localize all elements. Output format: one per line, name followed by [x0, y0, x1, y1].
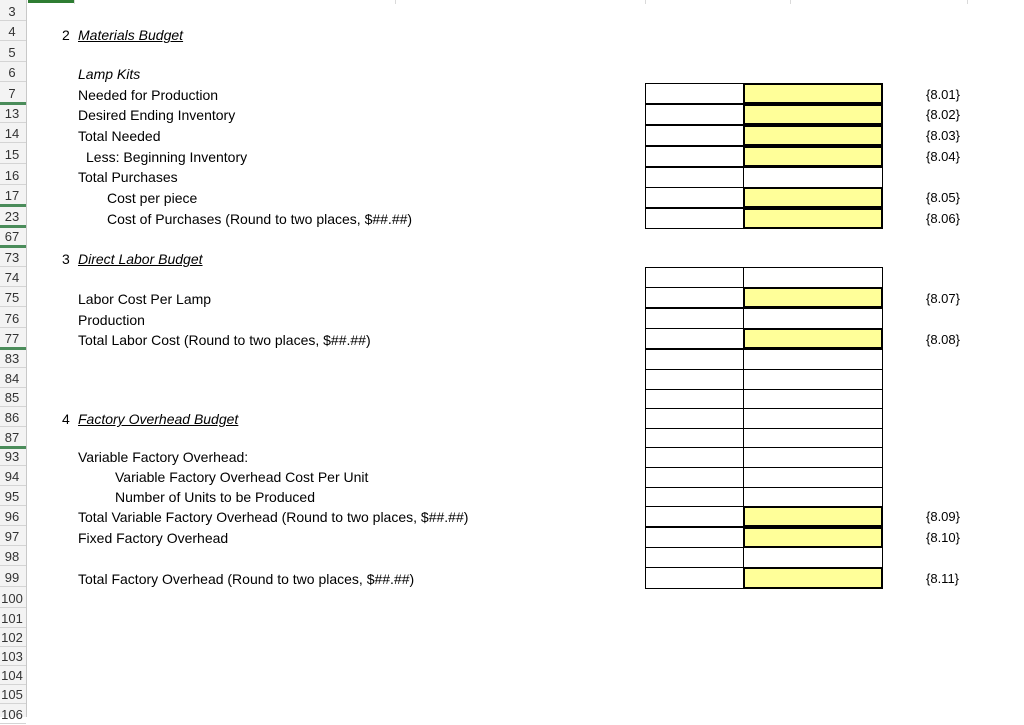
row-divider: [0, 40, 26, 41]
input-cost-per-piece[interactable]: [743, 187, 883, 208]
cell-total-labor-cost-a[interactable]: [645, 328, 744, 349]
row-number[interactable]: 15: [4, 147, 20, 162]
row-divider: [0, 142, 26, 143]
cell-production-a[interactable]: [645, 308, 744, 329]
ref-8-09: {8.09}: [926, 509, 960, 524]
row-divider: [0, 327, 26, 328]
row-number[interactable]: 4: [8, 24, 16, 39]
cell-beginning-inventory-a[interactable]: [645, 146, 744, 167]
cell-blank-b[interactable]: [743, 369, 883, 390]
row-number[interactable]: 73: [4, 250, 20, 265]
row-divider: [0, 61, 26, 62]
label-cost-per-piece: Cost per piece: [107, 190, 198, 206]
input-total-labor-cost[interactable]: [743, 328, 883, 349]
cell-total-variable-overhead-a[interactable]: [645, 506, 744, 527]
row-divider: [0, 586, 26, 587]
cell-variable-overhead-a[interactable]: [645, 447, 744, 468]
cell-units-produced-b[interactable]: [743, 487, 883, 508]
cell-labor-header-a[interactable]: [645, 267, 744, 288]
cell-blank-b[interactable]: [743, 408, 883, 429]
cell-labor-header-b[interactable]: [743, 267, 883, 288]
cell-blank-b[interactable]: [743, 349, 883, 370]
cell-total-purchases-a[interactable]: [645, 167, 744, 188]
row-number[interactable]: 76: [4, 311, 20, 326]
ref-8-03: {8.03}: [926, 128, 960, 143]
cell-blank-a[interactable]: [645, 389, 744, 410]
ref-8-07: {8.07}: [926, 291, 960, 306]
row-divider: [0, 81, 26, 82]
row-divider: [0, 163, 26, 164]
section-number: 3: [62, 251, 70, 267]
cell-fixed-overhead-a[interactable]: [645, 527, 744, 548]
row-divider: [0, 184, 26, 185]
row-divider: [0, 266, 26, 267]
label-total-factory-overhead: Total Factory Overhead (Round to two places, $##.##): [78, 571, 415, 587]
row-number[interactable]: 84: [4, 371, 20, 386]
label-less-beginning-inventory: Less: Beginning Inventory: [86, 149, 248, 165]
row-number[interactable]: 95: [4, 489, 20, 504]
row-number[interactable]: 101: [1, 611, 23, 626]
row-number[interactable]: 5: [8, 45, 16, 60]
row-divider: [0, 703, 26, 704]
row-number[interactable]: 93: [4, 449, 20, 464]
cell-needed-for-production-a[interactable]: [645, 83, 744, 104]
section-title-materials-budget: Materials Budget: [78, 27, 184, 43]
cell-blank-b[interactable]: [743, 389, 883, 410]
column-gridline: [74, 0, 75, 4]
label-total-purchases: Total Purchases: [78, 169, 178, 185]
ref-8-02: {8.02}: [926, 107, 960, 122]
ref-8-06: {8.06}: [926, 211, 960, 226]
row-number[interactable]: 102: [1, 630, 23, 645]
input-fixed-factory-overhead[interactable]: [743, 527, 883, 548]
ref-8-05: {8.05}: [926, 190, 960, 205]
cell-total-needed-a[interactable]: [645, 125, 744, 146]
row-number[interactable]: 98: [4, 549, 20, 564]
label-total-labor-cost: Total Labor Cost (Round to two places, $##.##): [78, 332, 371, 348]
row-divider: [0, 545, 26, 546]
label-variable-factory-overhead: Variable Factory Overhead:: [78, 449, 249, 465]
row-divider: [0, 306, 26, 307]
label-needed-for-production: Needed for Production: [78, 87, 219, 103]
label-cost-of-purchases: Cost of Purchases (Round to two places, $##.##): [107, 211, 413, 227]
row-number[interactable]: 105: [1, 687, 23, 702]
column-gridline: [395, 0, 396, 4]
row-divider: [0, 525, 26, 526]
input-needed-for-production[interactable]: [743, 83, 883, 104]
row-number[interactable]: 3: [8, 4, 16, 19]
row-number[interactable]: 83: [4, 351, 20, 366]
input-total-needed[interactable]: [743, 125, 883, 146]
row-number[interactable]: 94: [4, 469, 20, 484]
row-number[interactable]: 96: [4, 509, 20, 524]
cell-blank-a[interactable]: [645, 408, 744, 429]
label-number-of-units: Number of Units to be Produced: [115, 489, 315, 505]
ref-8-04: {8.04}: [926, 149, 960, 164]
subheading-lamp-kits: Lamp Kits: [78, 66, 141, 82]
row-number[interactable]: 6: [8, 65, 16, 80]
cell-units-produced-a[interactable]: [645, 487, 744, 508]
column-gridline: [645, 0, 646, 4]
row-divider: [0, 122, 26, 123]
ref-8-08: {8.08}: [926, 332, 960, 347]
row-number[interactable]: 74: [4, 270, 20, 285]
label-labor-cost-per-lamp: Labor Cost Per Lamp: [78, 291, 212, 307]
row-number[interactable]: 23: [4, 209, 20, 224]
section-title-direct-labor-budget: Direct Labor Budget: [78, 251, 203, 267]
row-number[interactable]: 97: [4, 529, 20, 544]
row-number[interactable]: 104: [1, 668, 23, 683]
row-divider: [0, 367, 26, 368]
row-number[interactable]: 99: [4, 570, 20, 585]
column-gridline: [790, 0, 791, 4]
input-desired-ending-inventory[interactable]: [743, 104, 883, 125]
input-beginning-inventory[interactable]: [743, 146, 883, 167]
input-cost-of-purchases[interactable]: [743, 208, 883, 229]
section-title-factory-overhead-budget: Factory Overhead Budget: [78, 411, 239, 427]
row-divider: [0, 426, 26, 427]
label-variable-overhead-cost-per-unit: Variable Factory Overhead Cost Per Unit: [115, 469, 369, 485]
row-divider: [0, 286, 26, 287]
label-total-needed: Total Needed: [78, 128, 161, 144]
label-desired-ending-inventory: Desired Ending Inventory: [78, 107, 236, 123]
row-number[interactable]: 100: [1, 591, 23, 606]
row-number[interactable]: 77: [4, 331, 20, 346]
cell-total-overhead-a[interactable]: [645, 567, 744, 589]
cell-blank-a[interactable]: [645, 547, 744, 568]
ref-8-10: {8.10}: [926, 530, 960, 545]
row-number[interactable]: 86: [4, 410, 20, 425]
row-number[interactable]: 7: [8, 86, 16, 101]
cell-cost-of-purchases-a[interactable]: [645, 208, 744, 229]
row-divider: [0, 485, 26, 486]
label-production: Production: [78, 312, 145, 328]
ref-8-11: {8.11}: [926, 571, 960, 586]
row-number[interactable]: 67: [4, 229, 20, 244]
row-divider: [0, 505, 26, 506]
cell-overhead-cost-per-unit-a[interactable]: [645, 467, 744, 488]
cell-labor-cost-per-lamp-a[interactable]: [645, 287, 744, 308]
input-total-factory-overhead[interactable]: [743, 567, 883, 589]
row-number[interactable]: 85: [4, 390, 20, 405]
ref-8-01: {8.01}: [926, 87, 960, 102]
row-divider: [0, 723, 26, 724]
cell-blank-b[interactable]: [743, 547, 883, 568]
row-divider: [0, 20, 26, 21]
cell-blank-b[interactable]: [743, 428, 883, 449]
cell-blank-a[interactable]: [645, 369, 744, 390]
active-cell-indicator: [28, 0, 74, 3]
cell-blank-a[interactable]: [645, 349, 744, 370]
row-number[interactable]: 75: [4, 290, 20, 305]
cell-blank-a[interactable]: [645, 428, 744, 449]
cell-production-b[interactable]: [743, 308, 883, 329]
cell-desired-ending-inventory-a[interactable]: [645, 104, 744, 125]
row-divider: [0, 465, 26, 466]
label-fixed-factory-overhead: Fixed Factory Overhead: [78, 530, 229, 546]
cell-overhead-cost-per-unit-b[interactable]: [743, 467, 883, 488]
cell-cost-per-piece-a[interactable]: [645, 187, 744, 208]
row-number[interactable]: 14: [4, 126, 20, 141]
row-number[interactable]: 103: [1, 649, 23, 664]
section-number: 2: [62, 27, 70, 43]
row-divider: [0, 565, 26, 566]
section-number: 4: [62, 411, 70, 427]
cell-total-purchases-b[interactable]: [743, 167, 883, 188]
input-total-variable-overhead[interactable]: [743, 506, 883, 527]
row-number[interactable]: 16: [4, 168, 20, 183]
row-divider: [0, 406, 26, 407]
column-gridline: [967, 0, 968, 4]
label-total-variable-factory-overhead: Total Variable Factory Overhead (Round to two places, $##.##): [78, 509, 469, 525]
row-number[interactable]: 17: [4, 188, 20, 203]
cell-variable-overhead-b[interactable]: [743, 447, 883, 468]
row-divider: [0, 607, 26, 608]
input-labor-cost-per-lamp[interactable]: [743, 287, 883, 308]
row-number[interactable]: 106: [1, 707, 23, 722]
row-number[interactable]: 13: [4, 106, 20, 121]
row-number[interactable]: 87: [4, 430, 20, 445]
